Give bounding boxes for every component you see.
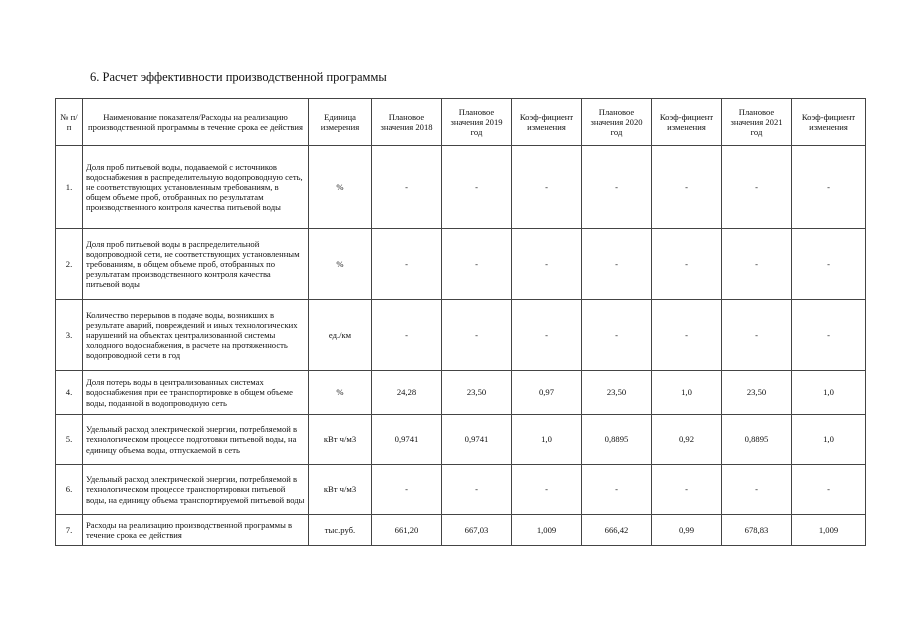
table-row (56, 515, 866, 546)
row-unit: % (309, 229, 372, 300)
value-plan-2020: 0,8895 (582, 415, 652, 465)
table-row (56, 465, 866, 515)
header-plan-2019: Плановое значения 2019 год (442, 99, 512, 146)
value-plan-2021: - (722, 300, 792, 371)
value-plan-2019: - (442, 229, 512, 300)
row-number: 4. (56, 371, 83, 415)
value-plan-2019: 667,03 (442, 515, 512, 546)
value-plan-2021: - (722, 465, 792, 515)
value-coef-2021: - (792, 465, 866, 515)
row-number: 3. (56, 300, 83, 371)
value-coef-2021: - (792, 300, 866, 371)
row-number: 6. (56, 465, 83, 515)
efficiency-table (55, 98, 866, 546)
value-coef-2019: 0,97 (512, 371, 582, 415)
value-plan-2019: 0,9741 (442, 415, 512, 465)
value-plan-2021: 23,50 (722, 371, 792, 415)
value-plan-2018: - (372, 465, 442, 515)
value-plan-2019: - (442, 146, 512, 229)
value-coef-2019: - (512, 146, 582, 229)
value-plan-2019: 23,50 (442, 371, 512, 415)
value-coef-2021: 1,0 (792, 371, 866, 415)
value-plan-2019: - (442, 300, 512, 371)
value-plan-2020: - (582, 146, 652, 229)
value-plan-2020: - (582, 465, 652, 515)
header-plan-2018: Плановое значения 2018 (372, 99, 442, 146)
row-unit: ед./км (309, 300, 372, 371)
header-coef-2021: Коэф-фициент изменения (792, 99, 866, 146)
value-coef-2019: - (512, 300, 582, 371)
value-coef-2019: 1,009 (512, 515, 582, 546)
value-plan-2019: - (442, 465, 512, 515)
table-header-row (56, 99, 866, 146)
value-plan-2018: 661,20 (372, 515, 442, 546)
row-number: 5. (56, 415, 83, 465)
table-row (56, 415, 866, 465)
row-unit: кВт ч/м3 (309, 465, 372, 515)
row-unit: кВт ч/м3 (309, 415, 372, 465)
value-coef-2020: 0,99 (652, 515, 722, 546)
value-plan-2018: 0,9741 (372, 415, 442, 465)
value-coef-2020: - (652, 229, 722, 300)
table-row (56, 229, 866, 300)
value-coef-2019: 1,0 (512, 415, 582, 465)
row-number: 7. (56, 515, 83, 546)
value-coef-2021: - (792, 229, 866, 300)
row-indicator-name: Доля потерь воды в централизованных системах водоснабжения при ее транспортировке в общем объеме воды, поданной в водопроводную сеть (83, 371, 309, 415)
row-indicator-name: Доля проб питьевой воды в распределительной водопроводной сети, не соответствующих установленным требованиям, в общем объеме проб, отобранных по результатам производственного контроля качества питьевой воды (83, 229, 309, 300)
table-row (56, 371, 866, 415)
value-plan-2018: - (372, 146, 442, 229)
value-plan-2018: - (372, 300, 442, 371)
value-plan-2020: - (582, 229, 652, 300)
value-coef-2019: - (512, 229, 582, 300)
value-coef-2020: - (652, 465, 722, 515)
value-plan-2021: - (722, 229, 792, 300)
header-coef-2020: Коэф-фициент изменения (652, 99, 722, 146)
value-plan-2021: 678,83 (722, 515, 792, 546)
header-plan-2020: Плановое значения 2020 год (582, 99, 652, 146)
value-coef-2020: 0,92 (652, 415, 722, 465)
value-coef-2020: - (652, 146, 722, 229)
value-plan-2020: 23,50 (582, 371, 652, 415)
header-number: № п/п (56, 99, 83, 146)
value-coef-2020: - (652, 300, 722, 371)
row-indicator-name: Удельный расход электрической энергии, потребляемой в технологическом процессе подготовки питьевой воды, на единицу объема воды, отпускаемой в сеть (83, 415, 309, 465)
value-plan-2018: 24,28 (372, 371, 442, 415)
row-number: 2. (56, 229, 83, 300)
row-unit: тыс.руб. (309, 515, 372, 546)
value-plan-2021: - (722, 146, 792, 229)
header-plan-2021: Плановое значения 2021 год (722, 99, 792, 146)
value-coef-2021: 1,0 (792, 415, 866, 465)
row-indicator-name: Доля проб питьевой воды, подаваемой с источников водоснабжения в распределительную водопроводную сеть, не соответствующих установленным требованиям, в общем объеме проб, отобранных по результатам производственного контроля качества питьевой воды (83, 146, 309, 229)
section-heading: 6. Расчет эффективности производственной программы (90, 70, 387, 84)
value-plan-2020: - (582, 300, 652, 371)
row-unit: % (309, 371, 372, 415)
header-indicator-name: Наименование показателя/Расходы на реализацию производственной программы в течение срока ее действия (83, 99, 309, 146)
value-plan-2018: - (372, 229, 442, 300)
table-row (56, 300, 866, 371)
row-number: 1. (56, 146, 83, 229)
value-coef-2021: 1,009 (792, 515, 866, 546)
row-indicator-name: Расходы на реализацию производственной программы в течение срока ее действия (83, 515, 309, 546)
header-unit: Единица измерения (309, 99, 372, 146)
value-plan-2020: 666,42 (582, 515, 652, 546)
row-indicator-name: Количество перерывов в подаче воды, возникших в результате аварий, повреждений и иных технологических нарушений на объектах централизованной системы холодного водоснабжения, в расчете на протяженность водопроводной сети в год (83, 300, 309, 371)
row-indicator-name: Удельный расход электрической энергии, потребляемой в технологическом процессе транспортировки питьевой воды, на единицу объема транспортируемой питьевой воды (83, 465, 309, 515)
value-coef-2020: 1,0 (652, 371, 722, 415)
value-coef-2019: - (512, 465, 582, 515)
row-unit: % (309, 146, 372, 229)
value-coef-2021: - (792, 146, 866, 229)
table-row (56, 146, 866, 229)
value-plan-2021: 0,8895 (722, 415, 792, 465)
header-coef-2019: Коэф-фициент изменения (512, 99, 582, 146)
